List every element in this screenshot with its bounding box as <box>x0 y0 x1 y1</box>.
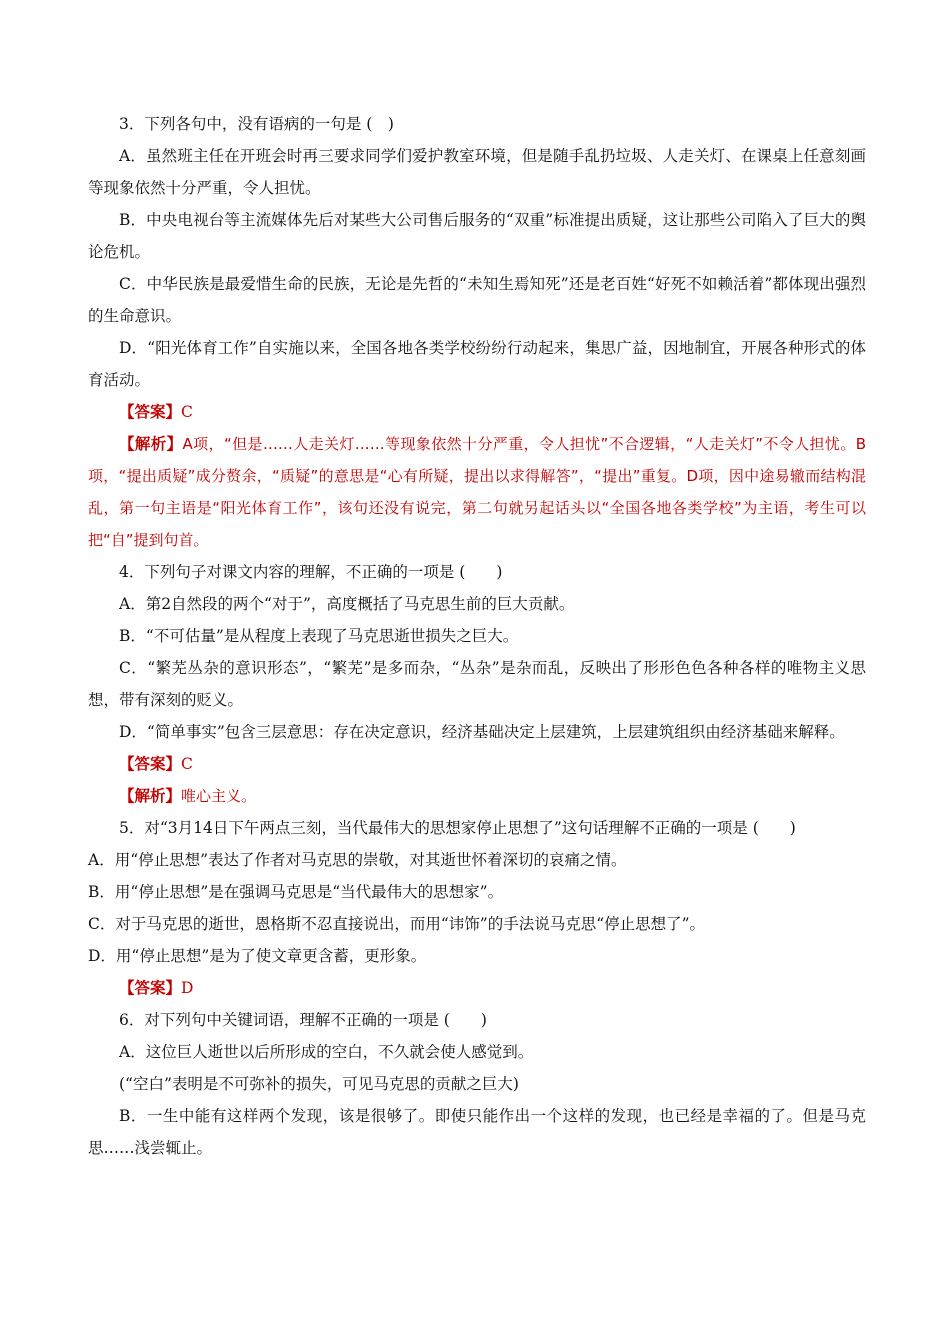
option-d: D．“简单事实”包含三层意思：存在决定意识，经济基础决定上层建筑，上层建筑组织由经济基础来解释。 <box>119 723 845 741</box>
answer-row <box>88 396 866 428</box>
answer-value: C <box>181 403 193 421</box>
option-c: C．中华民族是最爱惜生命的民族，无论是先哲的“未知生焉知死”还是老百姓“好死不如赖活着”都体现出强烈的生命意识。 <box>88 275 866 325</box>
option-c: C．“繁芜丛杂的意识形态”，“繁芜”是多而杂，“丛杂”是杂而乱，反映出了形形色色各种各样的唯物主义思想，带有深刻的贬义。 <box>88 659 866 709</box>
answer-label: 【答案】 <box>119 402 182 421</box>
question-stem: 6．对下列句中关键词语，理解不正确的一项是 ( ) <box>119 1011 487 1029</box>
answer-row <box>88 972 866 1004</box>
question-6 <box>88 1004 866 1164</box>
answer-value: C <box>181 755 193 773</box>
answer-row <box>88 748 866 780</box>
option-a: A．用“停止思想”表达了作者对马克思的崇敬，对其逝世怀着深切的哀痛之情。 <box>88 851 627 869</box>
option-a: A．虽然班主任在开班会时再三要求同学们爱护教室环境，但是随手乱扔垃圾、人走关灯、在课桌上任意刻画等现象依然十分严重，令人担忧。 <box>88 147 866 197</box>
option-a: A．第2自然段的两个“对于”，高度概括了马克思生前的巨大贡献。 <box>119 595 575 613</box>
question-stem: 3．下列各句中，没有语病的一句是 ( ) <box>119 115 394 133</box>
answer-value: D <box>181 979 194 997</box>
option-d: D．用“停止思想”是为了使文章更含蓄，更形象。 <box>88 947 427 965</box>
option-b: B．用“停止思想”是在强调马克思是“当代最伟大的思想家”。 <box>88 883 504 901</box>
question-4 <box>88 556 866 812</box>
explanation-label: 【解析】 <box>119 786 182 805</box>
document-content <box>88 108 866 1164</box>
question-stem: 5．对“3月14日下午两点三刻，当代最伟大的思想家停止思想了”这句话理解不正确的一项是 ( ) <box>119 819 796 837</box>
answer-label: 【答案】 <box>119 754 182 773</box>
answer-label: 【答案】 <box>119 978 182 997</box>
option-a-note: (“空白”表明是不可弥补的损失，可见马克思的贡献之巨大) <box>119 1075 519 1093</box>
explanation-row <box>88 780 866 812</box>
option-c: C．对于马克思的逝世，恩格斯不忍直接说出，而用“讳饰”的手法说马克思“停止思想了”。 <box>88 915 706 933</box>
explanation-row <box>88 428 866 556</box>
question-stem: 4．下列句子对课文内容的理解，不正确的一项是 ( ) <box>119 563 503 581</box>
option-b: B．一生中能有这样两个发现，该是很够了。即使只能作出一个这样的发现，也已经是幸福的了。但是马克思……浅尝辄止。 <box>88 1107 866 1157</box>
option-b: B．中央电视台等主流媒体先后对某些大公司售后服务的“双重”标准提出质疑，这让那些公司陷入了巨大的舆论危机。 <box>88 211 866 261</box>
option-b: B．“不可估量”是从程度上表现了马克思逝世损失之巨大。 <box>119 627 519 645</box>
option-d: D．“阳光体育工作”自实施以来，全国各地各类学校纷纷行动起来，集思广益，因地制宜，开展各种形式的体育活动。 <box>88 339 866 389</box>
question-5 <box>88 812 866 1004</box>
explanation-text: A项，“但是……人走关灯……等现象依然十分严重，令人担忧”不合逻辑，“人走关灯”不令人担忧。B项，“提出质疑”成分赘余，“质疑”的意思是“心有所疑，提出以求得解答”，“提出”重复。D项，因中途易辙而结构混乱，第一句主语是“阳光体育工作”，该句还没有说完，第二句就另起话头以“全国各地各类学校”为主语，考生可以把“自”提到句首。 <box>88 435 866 549</box>
option-a: A．这位巨人逝世以后所形成的空白，不久就会使人感觉到。 <box>119 1043 534 1061</box>
explanation-text: 唯心主义。 <box>181 787 257 805</box>
question-3 <box>88 108 866 556</box>
explanation-label: 【解析】 <box>119 434 183 453</box>
